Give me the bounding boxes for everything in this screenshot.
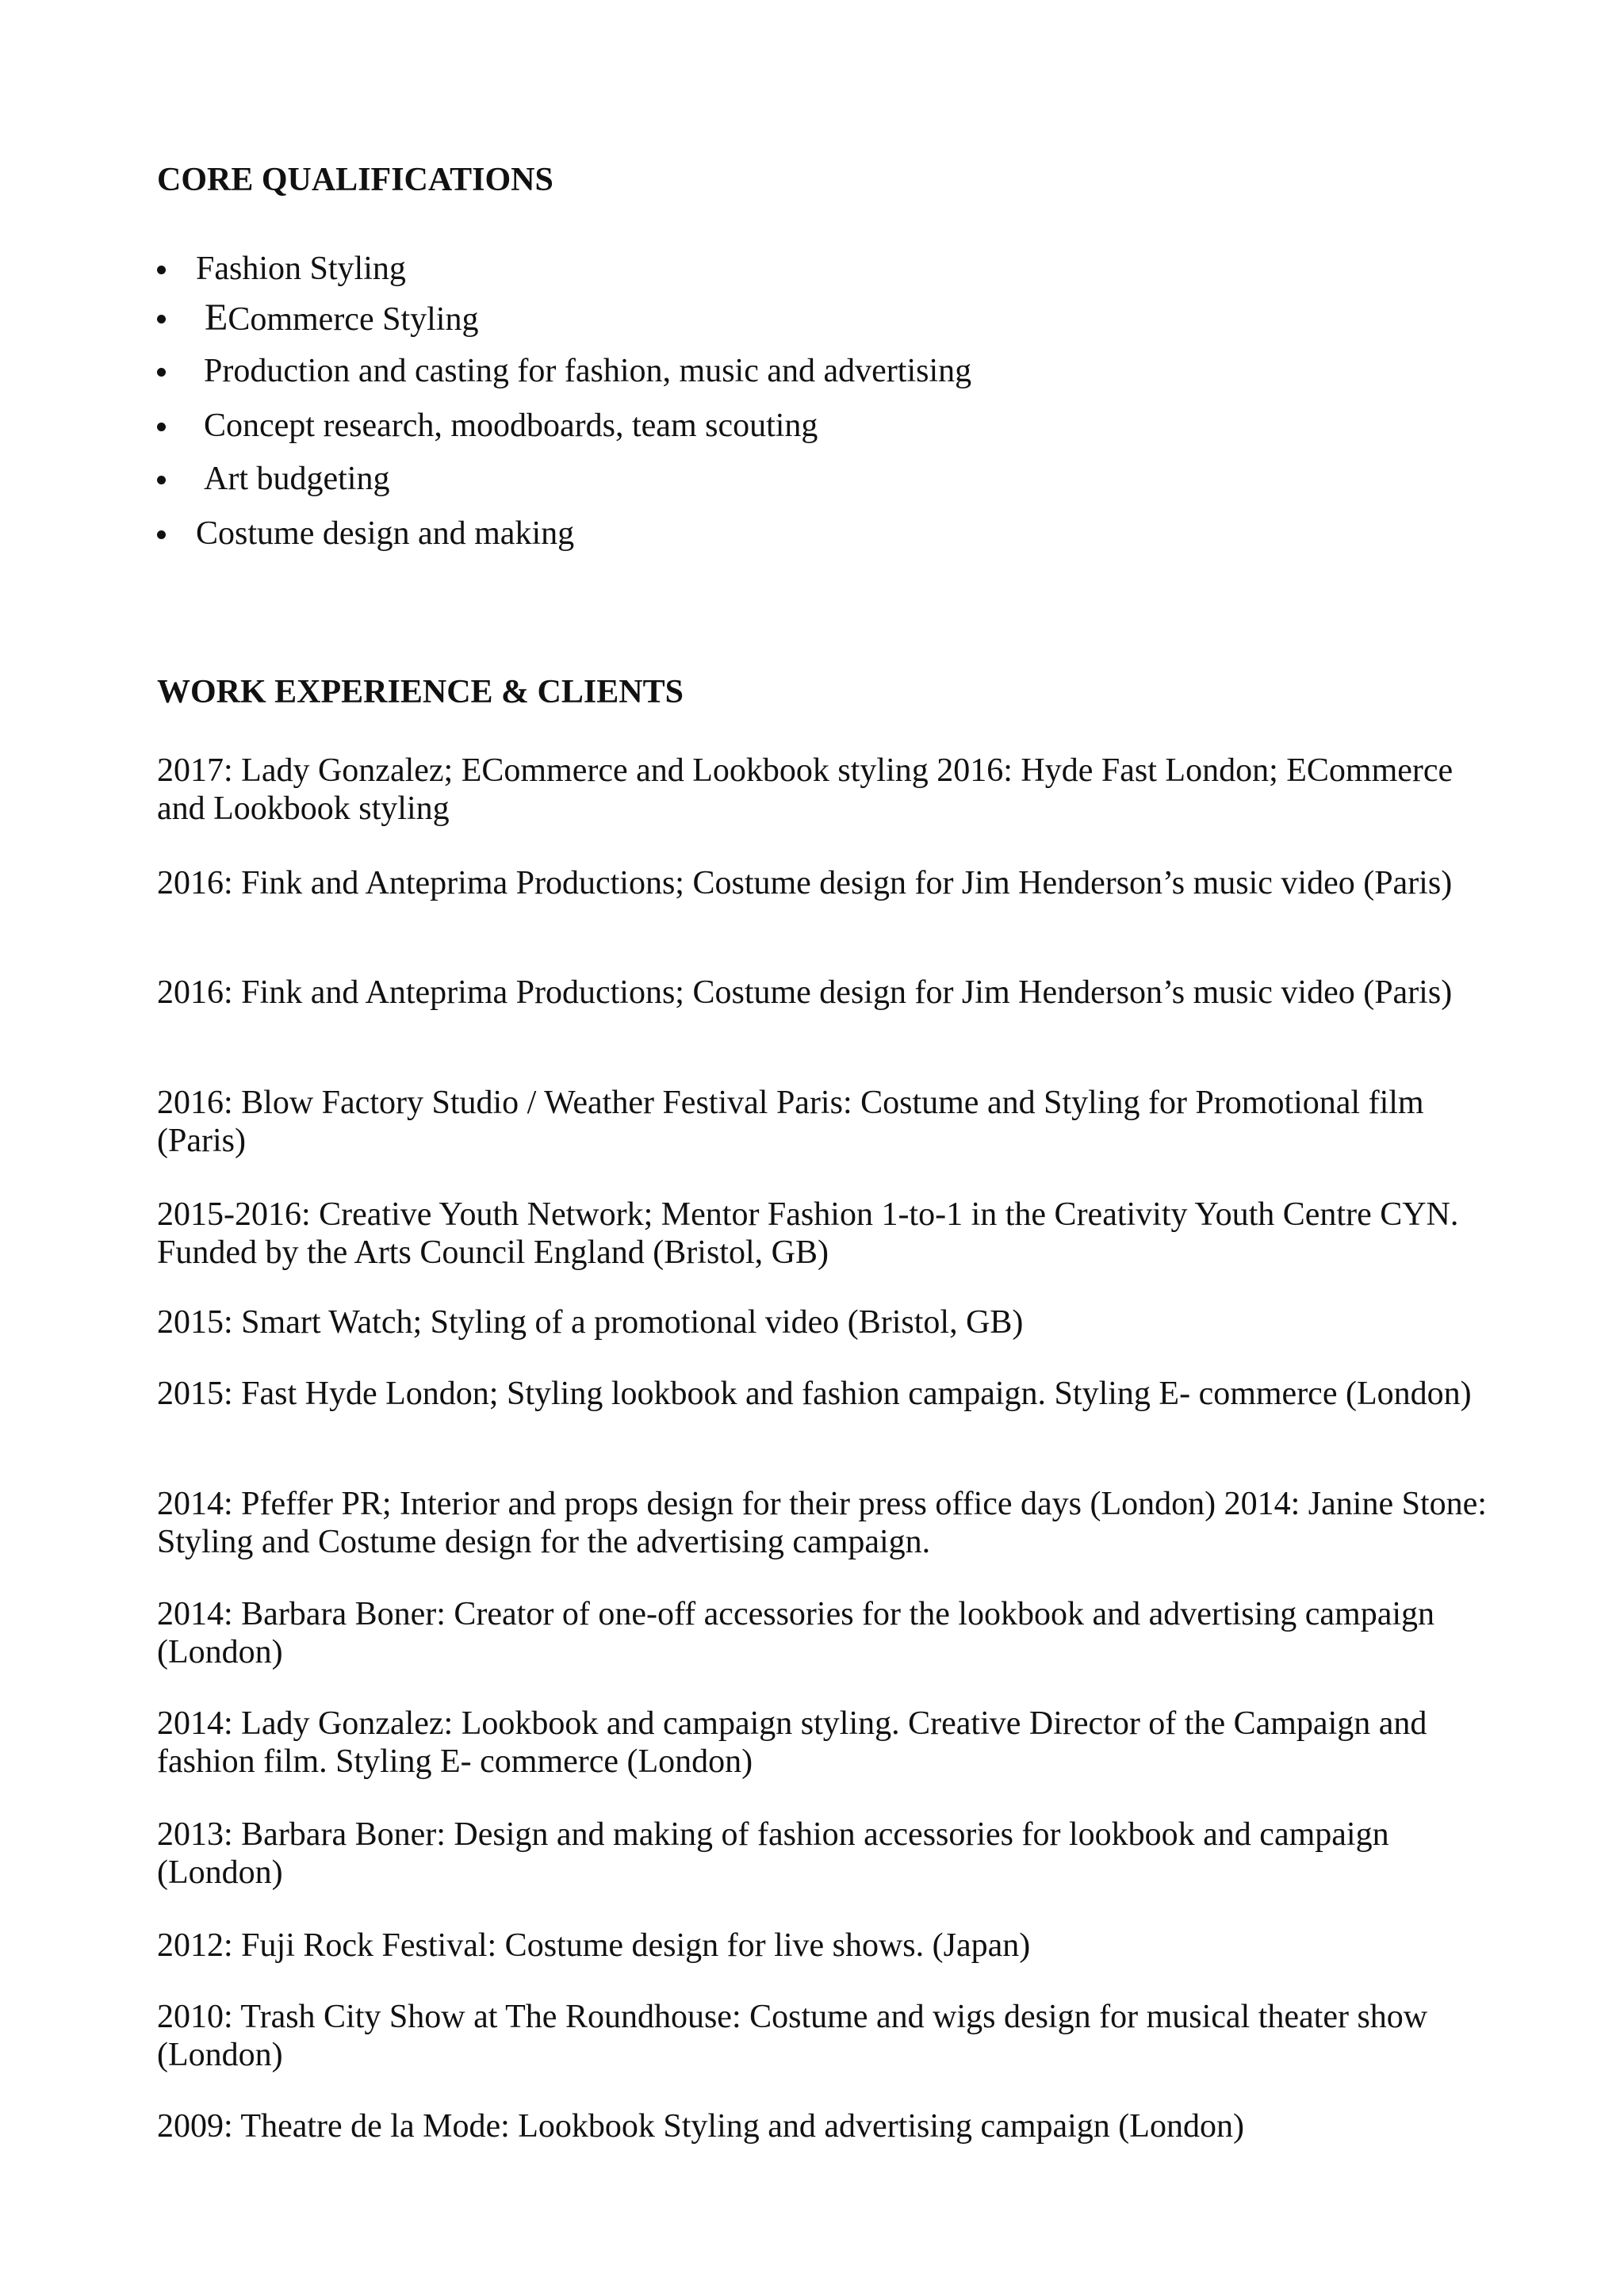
qualification-item <box>157 249 1426 289</box>
qualification-text: ECommerce Styling <box>205 297 479 339</box>
experience-entry: 2012: Fuji Rock Festival: Costume design for live shows. (Japan) <box>157 1927 1031 1964</box>
experience-entry: 2014: Lady Gonzalez: Lookbook and campaign styling. Creative Director of the Campaign and fashion film. Styling E- commerce (London) <box>157 1705 1427 1780</box>
work-experience-heading: WORK EXPERIENCE & CLIENTS <box>157 674 684 710</box>
qualification-item <box>157 459 1426 499</box>
experience-entry: 2016: Blow Factory Studio / Weather Festival Paris: Costume and Styling for Promotional film (Paris) <box>157 1085 1424 1159</box>
bullet-icon <box>157 368 166 377</box>
bullet-icon <box>157 315 166 323</box>
experience-entry: 2014: Barbara Boner: Creator of one-off accessories for the lookbook and advertising campaign (London) <box>157 1596 1435 1670</box>
experience-entry: 2013: Barbara Boner: Design and making of fashion accessories for lookbook and campaign (London) <box>157 1816 1389 1891</box>
qualification-text: Art budgeting <box>204 461 390 497</box>
qualification-text: Fashion Styling <box>196 251 406 287</box>
qualification-text: Concept research, moodboards, team scouting <box>204 408 818 444</box>
experience-entry: 2015: Smart Watch; Styling of a promotional video (Bristol, GB) <box>157 1304 1024 1341</box>
qualification-item <box>157 406 1426 446</box>
experience-entry: 2009: Theatre de la Mode: Lookbook Styling and advertising campaign (London) <box>157 2108 1244 2145</box>
experience-entry: 2010: Trash City Show at The Roundhouse: Costume and wigs design for musical theater show (London) <box>157 1999 1428 2073</box>
experience-entry: 2014: Pfeffer PR; Interior and props design for their press office days (London) 2014: Janine Stone: Styling and Costume design for the advertising campaign. <box>157 1486 1487 1560</box>
experience-entry: 2016: Fink and Anteprima Productions; Costume design for Jim Henderson’s music video (Paris) <box>157 865 1453 901</box>
experience-entry: 2016: Fink and Anteprima Productions; Costume design for Jim Henderson’s music video (Paris) <box>157 974 1453 1011</box>
qualification-item <box>157 298 1426 338</box>
bullet-icon <box>157 476 166 484</box>
experience-entry: 2017: Lady Gonzalez; ECommerce and Lookbook styling 2016: Hyde Fast London; ECommerce and Lookbook styling <box>157 752 1454 827</box>
qualification-text: Costume design and making <box>196 515 575 552</box>
qualification-text: Production and casting for fashion, music and advertising <box>204 353 972 389</box>
qualification-item <box>157 514 1426 553</box>
bullet-icon <box>157 266 166 274</box>
experience-entry: 2015-2016: Creative Youth Network; Mentor Fashion 1-to-1 in the Creativity Youth Centre CYN. Funded by the Arts Council England (Bristol, GB) <box>157 1196 1459 1271</box>
bullet-icon <box>157 423 166 431</box>
bullet-icon <box>157 530 166 539</box>
qualification-item <box>157 351 1426 391</box>
experience-entry: 2015: Fast Hyde London; Styling lookbook and fashion campaign. Styling E- commerce (London) <box>157 1376 1472 1412</box>
core-qualifications-heading: CORE QUALIFICATIONS <box>157 162 553 198</box>
